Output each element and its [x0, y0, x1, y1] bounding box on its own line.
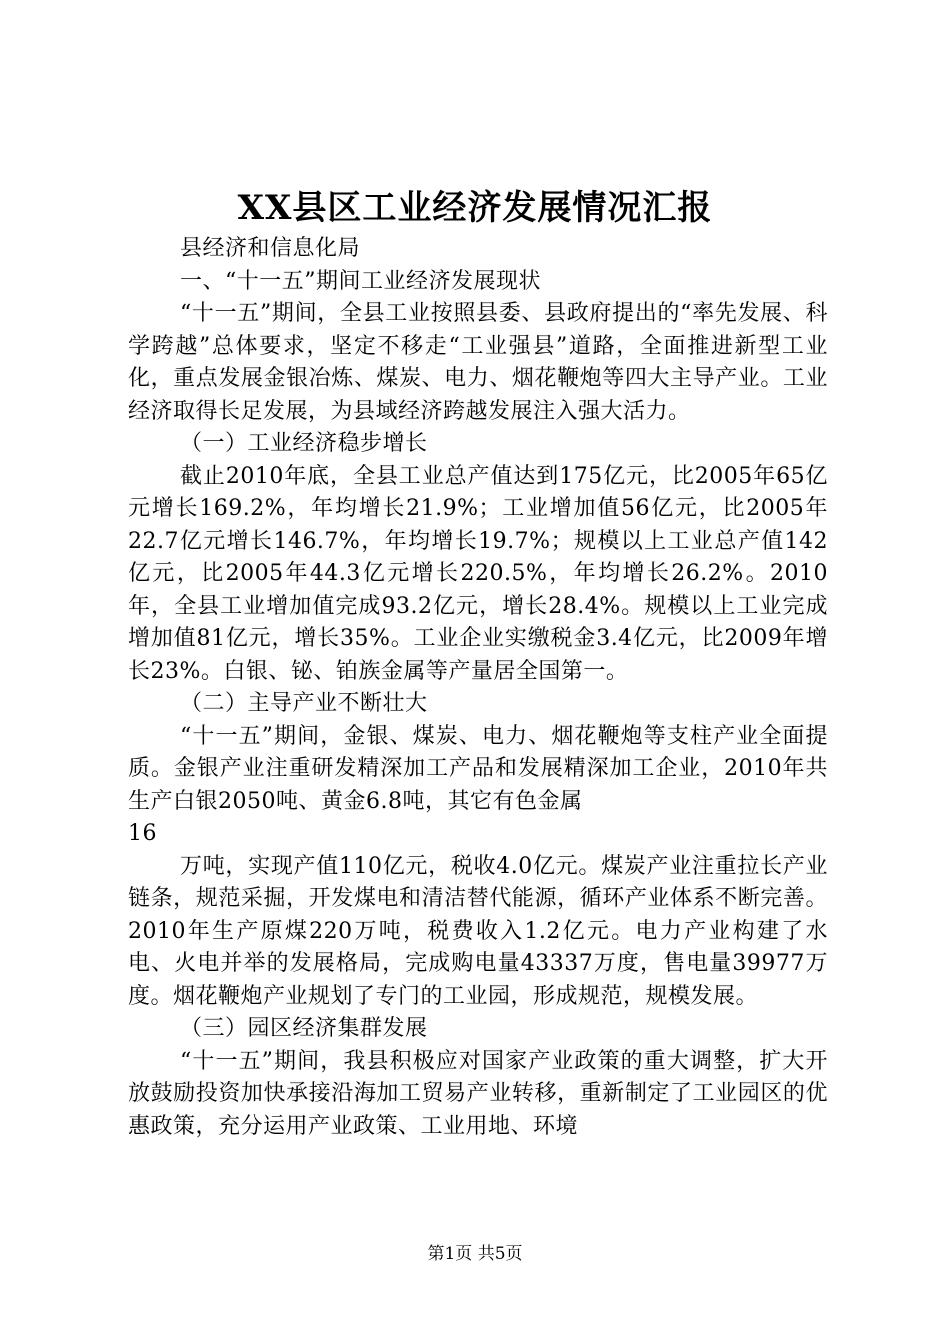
page-footer: 第1页 共5页 — [427, 1244, 523, 1264]
subsection-paragraph-3: “十一五”期间，我县积极应对国家产业政策的重大调整，扩大开放鼓励投资加快承接沿海加工贸易产业转移，重新制定了工业园区的优惠政策，充分运用产业政策、工业用地、环境 — [128, 1048, 828, 1139]
subsection-heading-1: （一）工业经济稳步增长 — [180, 431, 428, 456]
subsection-paragraph-2b: 万吨，实现产值110亿元，税收4.0亿元。煤炭产业注重拉长产业链条，规范采掘，开发煤电和清洁替代能源，循环产业体系不断完善。2010年生产原煤220万吨，税费收入1.2亿元。电力产业构建了水电、火电并举的发展格局，完成购电量43337万度，售电量39977万度。烟花鞭炮产业规划了专门的工业园，形成规范，规模发展。 — [128, 853, 828, 1009]
section-heading-1: 一、“十一五”期间工业经济发展现状 — [180, 268, 541, 294]
document-title: XX县区工业经济发展情况汇报 — [237, 188, 713, 228]
subsection-heading-2: （二）主导产业不断壮大 — [180, 691, 428, 716]
subsection-paragraph-1: 截止2010年底，全县工业总产值达到175亿元，比2005年65亿元增长169.2%，年均增长21.9%；工业增加值56亿元，比2005年22.7亿元增长146.7%，年均增长19.7%；规模以上工业总产值142亿元，比2005年44.3亿元增长220.5%，年均增长26.2%。2010年，全县工业增加值完成93.2亿元，增长28.4%。规模以上工业完成增加值81亿元，增长35%。工业企业实缴税金3.4亿元，比2009年增长23%。白银、铋、铂族金属等产量居全国第一。 — [128, 463, 828, 684]
author-line: 县经济和信息化局 — [180, 236, 361, 261]
document-body — [128, 233, 828, 1143]
subsection-heading-3: （三）园区经济集群发展 — [180, 1016, 428, 1041]
subsection-paragraph-2a: “十一五”期间，金银、煤炭、电力、烟花鞭炮等支柱产业全面提质。金银产业注重研发精深加工产品和发展精深加工企业，2010年共生产白银2050吨、黄金6.8吨，其它有色金属 — [128, 723, 828, 814]
page-number-line: 16 — [128, 821, 157, 846]
intro-paragraph: “十一五”期间，全县工业按照县委、县政府提出的“率先发展、科学跨越”总体要求，坚定不移走“工业强县”道路，全面推进新型工业化，重点发展金银冶炼、煤炭、电力、烟花鞭炮等四大主导产业。工业经济取得长足发展，为县域经济跨越发展注入强大活力。 — [128, 301, 828, 424]
